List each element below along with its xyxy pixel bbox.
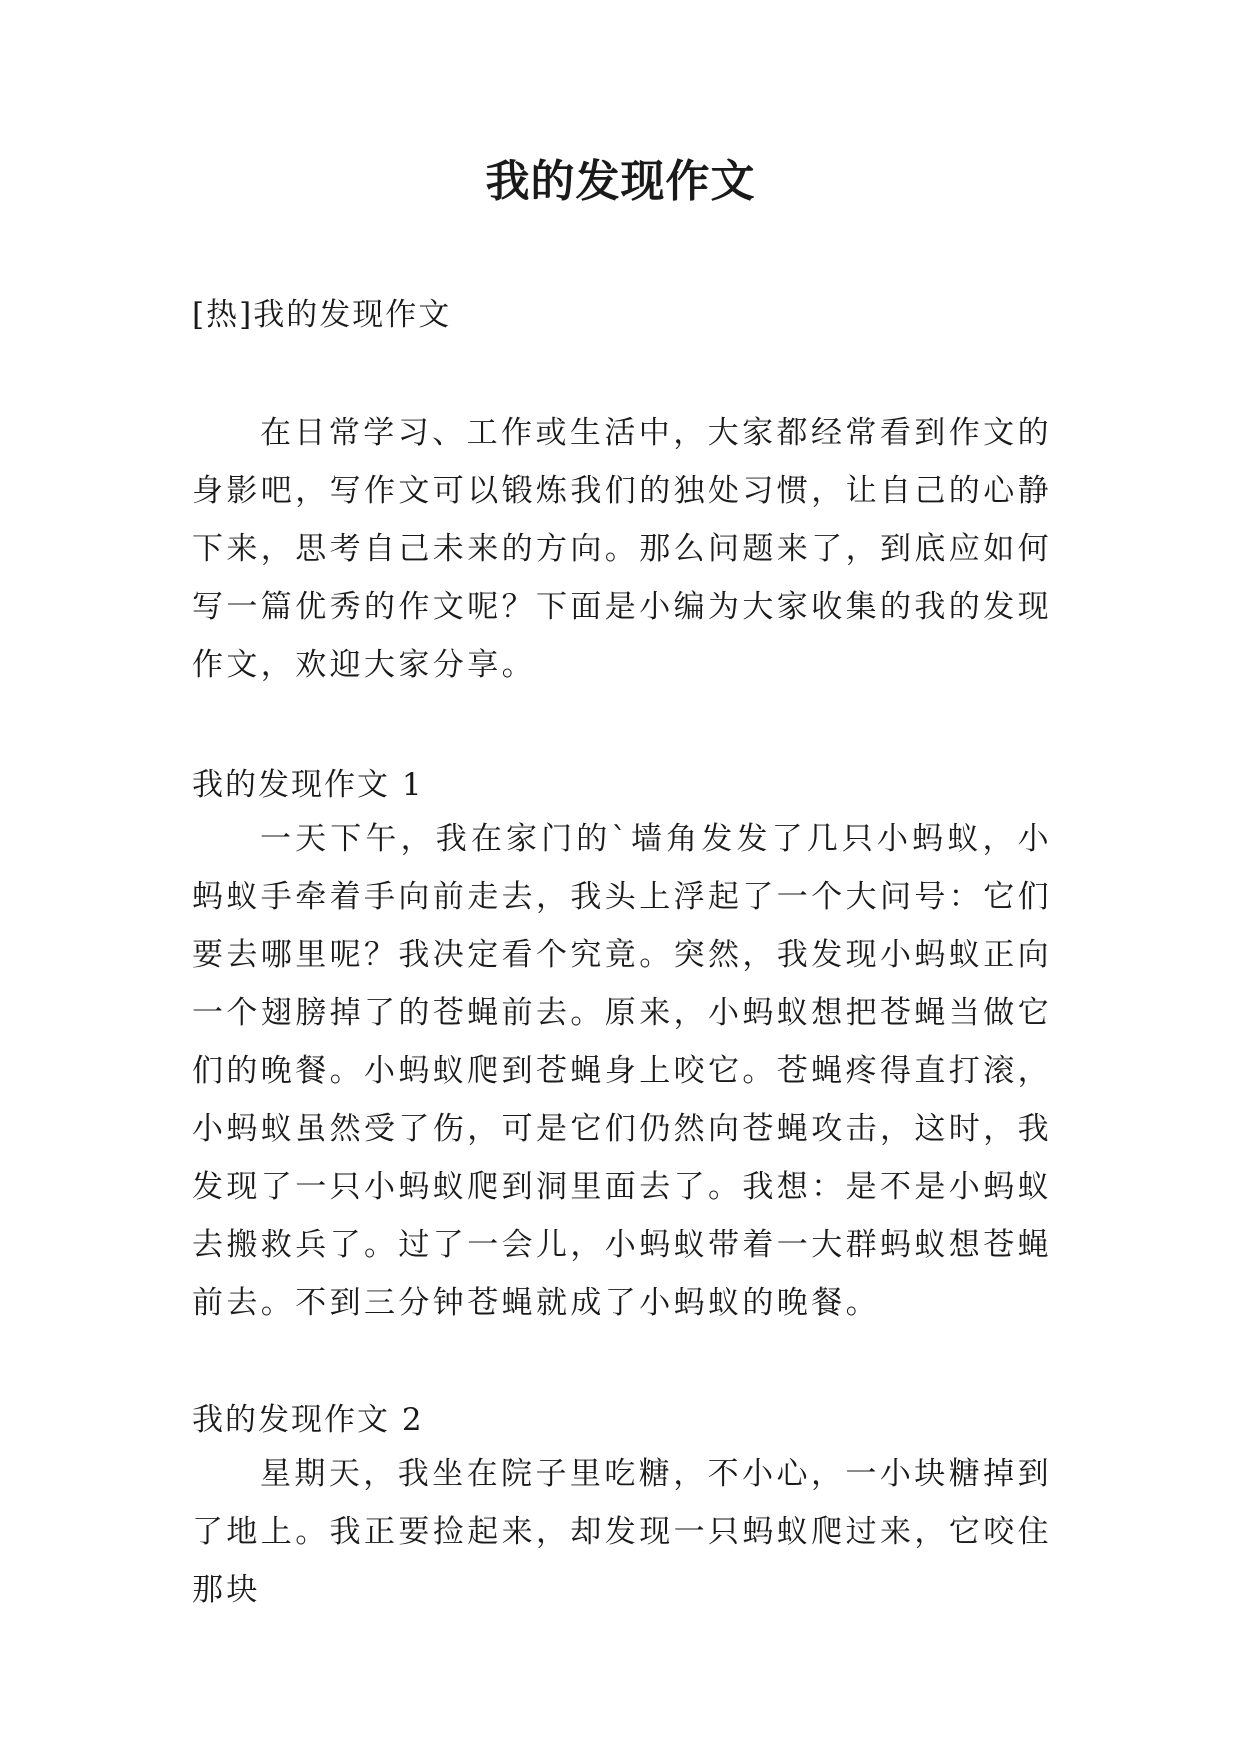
- intro-paragraph: 在日常学习、工作或生活中，大家都经常看到作文的身影吧，写作文可以锻炼我们的独处习惯，让自己的心静下来，思考自己未来的方向。那么问题来了，到底应如何写一篇优秀的作文呢？下面是小编为大家收集的我的发现作文，欢迎大家分享。: [192, 415, 1052, 683]
- document-title: 我的发现作文: [485, 156, 756, 207]
- document-subtitle: [热]我的发现作文: [192, 297, 452, 333]
- section-heading-1: 我的发现作文 1: [192, 767, 424, 803]
- section-heading-2: 我的发现作文 2: [192, 1402, 424, 1438]
- section-body-1: 一天下午，我在家门的`墙角发发了几只小蚂蚁，小蚂蚁手牵着手向前走去，我头上浮起了一个大问号：它们要去哪里呢？我决定看个究竟。突然，我发现小蚂蚁正向一个翅膀掉了的苍蝇前去。原来，小蚂蚁想把苍蝇当做它们的晚餐。小蚂蚁爬到苍蝇身上咬它。苍蝇疼得直打滚，小蚂蚁虽然受了伤，可是它们仍然向苍蝇攻击，这时，我发现了一只小蚂蚁爬到洞里面去了。我想：是不是小蚂蚁去搬救兵了。过了一会儿，小蚂蚁带着一大群蚂蚁想苍蝇前去。不到三分钟苍蝇就成了小蚂蚁的晚餐。: [192, 821, 1052, 1321]
- section-body-2: 星期天，我坐在院子里吃糖，不小心，一小块糖掉到了地上。我正要捡起来，却发现一只蚂蚁爬过来，它咬住那块: [192, 1456, 1052, 1608]
